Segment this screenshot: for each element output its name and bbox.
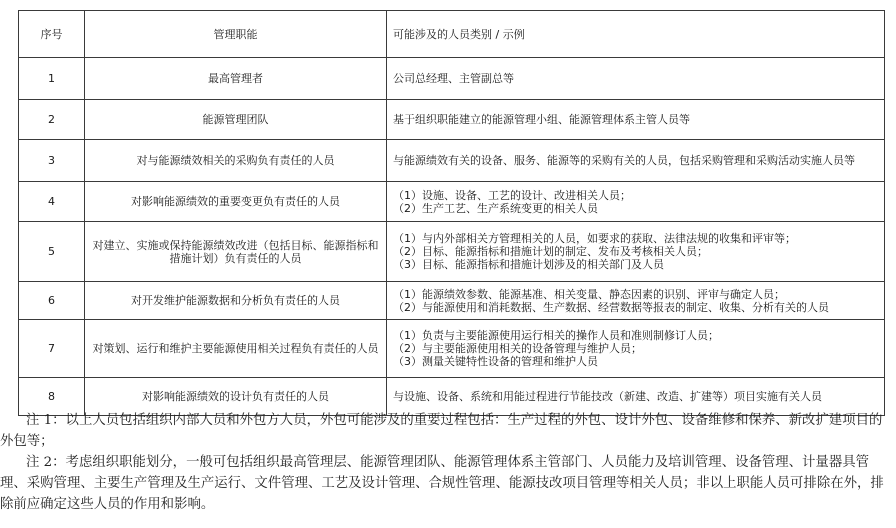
row-serial: 4 [19,182,85,222]
row-serial: 2 [19,100,85,140]
row-function: 对影响能源绩效的重要变更负有责任的人员 [85,182,387,222]
example-line: （1）能源绩效参数、能源基准、相关变量、静态因素的识别、评审与确定人员； [393,287,785,301]
note-1-text: 注 1：以上人员包括组织内部人员和外包方人员，外包可能涉及的重要过程包括：生产过程的外包、设计外包、设备维修和保养、新改扩建项目的外包等； [0,413,883,449]
table-row [19,320,885,378]
row-serial: 5 [19,222,85,282]
row-examples [387,182,885,222]
table-row [19,182,885,222]
row-examples [387,140,885,182]
row-function: 能源管理团队 [85,100,387,140]
row-examples [387,320,885,378]
table-row [19,58,885,100]
row-function: 对策划、运行和维护主要能源使用相关过程负有责任的人员 [85,320,387,378]
example-line: （2）生产工艺、生产系统变更的相关人员 [393,201,598,215]
example-line: 与能源绩效有关的设备、服务、能源等的采购有关的人员，包括采购管理和采购活动实施人员等 [393,154,855,167]
row-examples [387,222,885,282]
row-examples [387,100,885,140]
example-line: 公司总经理、主管副总等 [393,72,514,85]
example-line: （2）目标、能源指标和措施计划的制定、发布及考核相关人员； [393,245,708,258]
table-row [19,100,885,140]
row-function: 对影响能源绩效的设计负有责任的人员 [85,378,387,416]
row-serial: 1 [19,58,85,100]
example-line: 基于组织职能建立的能源管理小组、能源管理体系主管人员等 [393,113,690,126]
note-2 [0,452,886,515]
note-2-text: 注 2：考虑组织职能划分，一般可包括组织最高管理层、能源管理团队、能源管理体系主管部门、人员能力及培训管理、设备管理、计量器具管理、采购管理、主要生产管理及生产运行、文件管理、工艺及设计管理、合规性管理、能源技改项目管理等相关人员；非以上职能人员可排除在外，排除前应确定这些人员的作用和影响。 [0,455,884,512]
row-serial: 3 [19,140,85,182]
example-line: （1）与内外部相关方管理相关的人员，如要求的获取、法律法规的收集和评审等； [393,232,796,245]
table-row [19,282,885,320]
example-line: （3）测量关键特性设备的管理和维护人员 [393,355,598,368]
row-function: 对与能源绩效相关的采购负有责任的人员 [85,140,387,182]
row-serial: 7 [19,320,85,378]
example-line: （2）与能源使用和消耗数据、生产数据、经营数据等报表的制定、收集、分析有关的人员 [393,300,829,314]
table-body [19,58,885,416]
row-examples [387,282,885,320]
row-function: 对开发维护能源数据和分析负有责任的人员 [85,282,387,320]
row-function: 对建立、实施或保持能源绩效改进（包括目标、能源指标和措施计划）负有责任的人员 [85,222,387,282]
example-line: 与设施、设备、系统和用能过程进行节能技改（新建、改造、扩建等）项目实施有关人员 [393,390,822,403]
header-serial: 序号 [19,11,85,58]
example-line: （3）目标、能源指标和措施计划涉及的相关部门及人员 [393,258,664,271]
row-serial: 6 [19,282,85,320]
table-row [19,140,885,182]
row-function: 最高管理者 [85,58,387,100]
row-examples [387,58,885,100]
header-examples: 可能涉及的人员类别 / 示例 [387,11,885,58]
table-row [19,222,885,282]
header-function: 管理职能 [85,11,387,58]
note-1 [0,410,886,452]
table-header-row [19,11,885,58]
example-line: （1）设施、设备、工艺的设计、改进相关人员； [393,188,631,202]
example-line: （2）与主要能源使用相关的设备管理与维护人员； [393,342,642,355]
notes-section [0,410,886,515]
example-line: （1）负责与主要能源使用运行相关的操作人员和准则制修订人员； [393,329,719,342]
row-serial: 8 [19,378,85,416]
personnel-table [18,10,885,416]
